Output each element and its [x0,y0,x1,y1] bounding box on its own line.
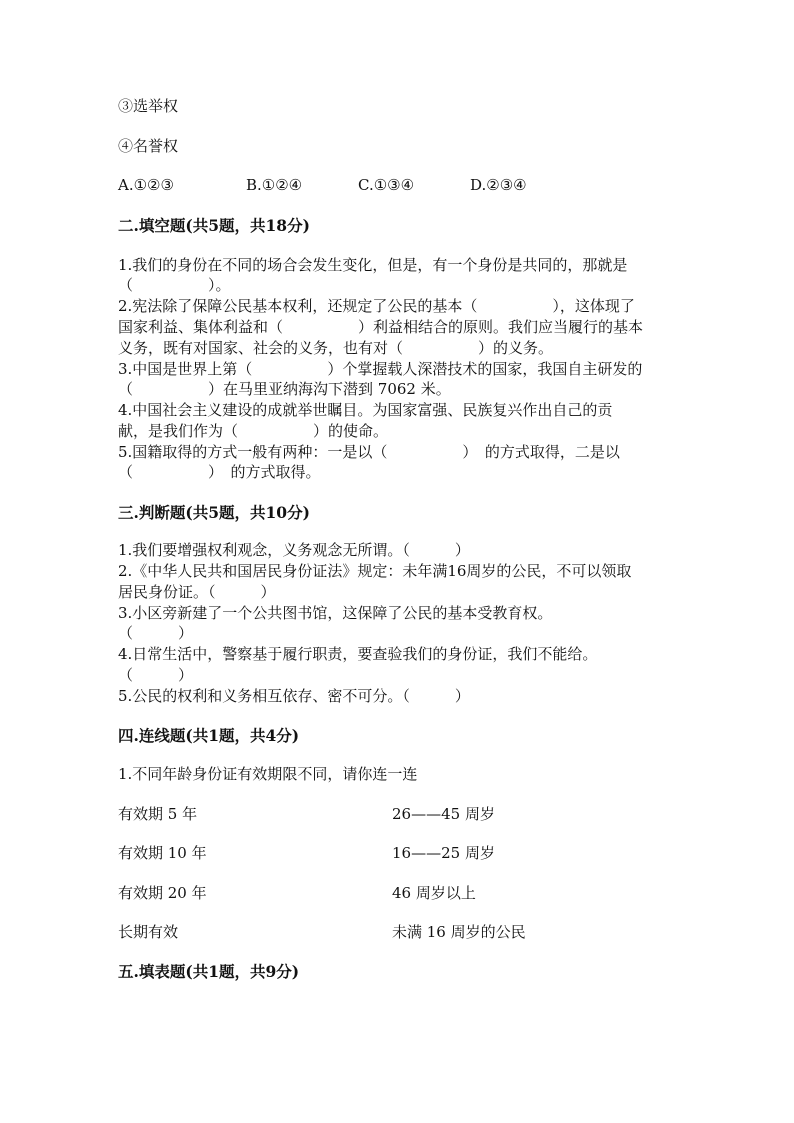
fill-line: （ ）。 [118,276,231,294]
fill-line: 义务，既有对国家、社会的义务，也有对（ ）的义务。 [118,339,554,357]
option-c: C.①③④ [358,176,415,194]
fill-line: （ ）在马里亚纳海沟下潜到 7062 米。 [118,380,451,398]
fill-line: 国家利益、集体利益和（ ）利益相结合的原则。我们应当履行的基本 [118,318,644,336]
judge-line: 居民身份证。（ ） [118,583,276,601]
fill-line: 1.我们的身份在不同的场合会发生变化，但是，有一个身份是共同的，那就是 [118,256,628,274]
matching-left-item: 有效期 5 年 [118,805,198,823]
judge-line: （ ） [118,666,194,684]
choice-item-3: ③选举权 [118,97,179,115]
choice-item-4: ④名誉权 [118,137,179,155]
judge-line: （ ） [118,624,194,642]
matching-left-item: 有效期 10 年 [118,844,207,862]
section-heading-true-false: 三.判断题(共5题，共10分) [118,503,310,522]
section-heading-table: 五.填表题(共1题，共9分) [118,962,300,981]
option-b: B.①②④ [246,176,303,194]
matching-left-item: 长期有效 [118,923,179,941]
fill-line: 3.中国是世界上第（ ）个掌握载人深潜技术的国家，我国自主研发的 [118,360,643,378]
judge-line: 2.《中华人民共和国居民身份证法》规定：未年满16周岁的公民，不可以领取 [118,562,632,580]
matching-right-item: 26——45 周岁 [392,805,495,823]
matching-right-item: 未满 16 周岁的公民 [392,923,526,941]
fill-line: （ ） 的方式取得。 [118,463,321,481]
fill-line: 献，是我们作为（ ）的使命。 [118,422,389,440]
option-d: D.②③④ [470,176,527,194]
section-heading-fill-blank: 二.填空题(共5题，共18分) [118,216,310,235]
judge-line: 3.小区旁新建了一个公共图书馆，这保障了公民的基本受教育权。 [118,604,553,622]
fill-line: 5.国籍取得的方式一般有两种：一是以（ ） 的方式取得，二是以 [118,443,620,461]
matching-right-item: 16——25 周岁 [392,844,495,862]
fill-line: 2.宪法除了保障公民基本权利，还规定了公民的基本（ ），这体现了 [118,297,635,315]
judge-line: 4.日常生活中，警察基于履行职责，要查验我们的身份证，我们不能给。 [118,645,598,663]
fill-line: 4.中国社会主义建设的成就举世瞩目。为国家富强、民族复兴作出自己的贡 [118,401,613,419]
matching-question: 1.不同年龄身份证有效期限不同，请你连一连 [118,765,418,783]
matching-left-item: 有效期 20 年 [118,884,207,902]
matching-right-item: 46 周岁以上 [392,884,476,902]
judge-line: 1.我们要增强权利观念，义务观念无所谓。（ ） [118,541,470,559]
judge-line: 5.公民的权利和义务相互依存、密不可分。（ ） [118,687,470,705]
option-a: A.①②③ [118,176,174,194]
section-heading-matching: 四.连线题(共1题，共4分) [118,726,300,745]
